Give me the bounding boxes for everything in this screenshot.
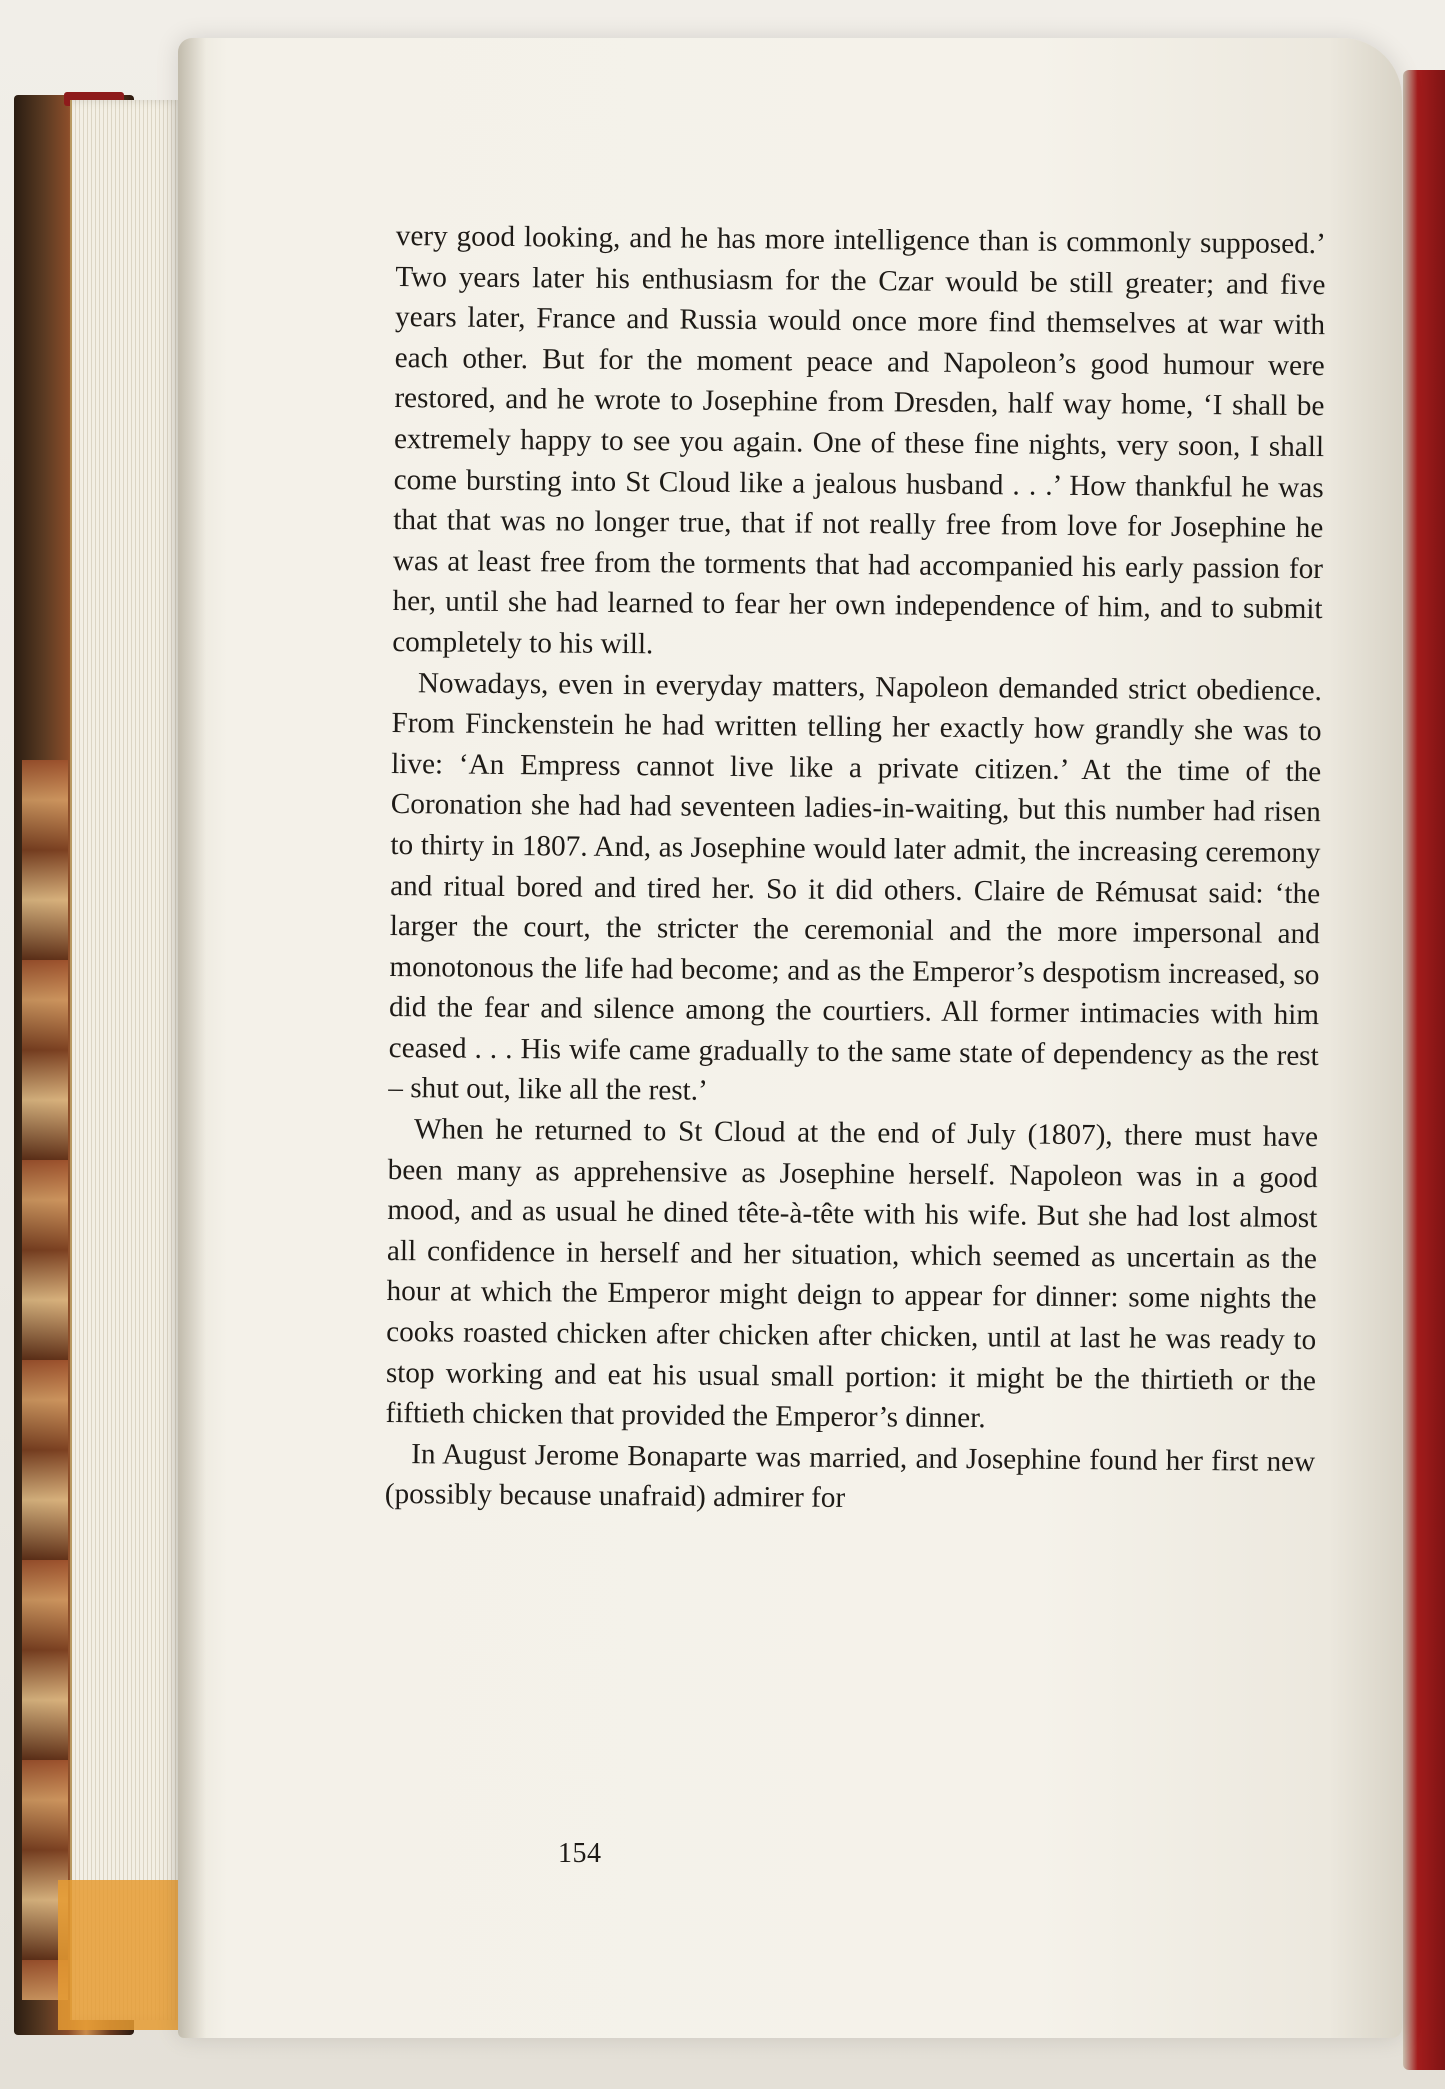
paragraph: In August Jerome Bonaparte was married, and Josephine found her first new (possibly because unafraid) admirer for [384,1437,1316,1515]
page-number: 154 [558,1838,602,1869]
cover-corner [58,1880,178,2030]
book-cover-right [1403,70,1445,2070]
gutter-shadow [178,38,206,2038]
body-text [385,216,1326,1523]
page-block-edges [70,100,182,2020]
paragraph: When he returned to St Cloud at the end of July (1807), there must have been many as apprehensive as Josephine herself. Napoleon was in a good mood, and as usual he dined tête-à-tête with his wife. But she had lost almost all confidence in herself and her situation, which seemed as uncertain as the hour at which the Emperor might deign to appear for dinner: some nights the cooks roasted chicken after chicken after chicken, until at last he was ready to stop working and eat his usual small portion: it might be the thirtieth or the fiftieth chicken that provided the Emperor’s dinner. [385,1113,1319,1435]
paragraph: very good looking, and he has more intelligence than is commonly supposed.’ Two years later his enthusiasm for the Czar would be still greater; and five years later, France and Russia would once more find themselves at war with each other. But for the moment peace and Napoleon’s good humour were restored, and he wrote to Josephine from Dresden, half way home, ‘I shall be extremely happy to see you again. One of these fine nights, very soon, I shall come bursting into St Cloud like a jealous husband . . .’ How thankful he was that that was no longer true, that if not really free from love for Josephine he was at least free from the torments that had accompanied his early passion for her, until she had learned to fear her own independence of him, and to submit completely to his will. [392,219,1326,661]
cover-illustration [22,760,68,2000]
book-page [178,38,1402,2038]
paragraph: Nowadays, even in everyday matters, Napoleon demanded strict obedience. From Finckenstein he had written telling her exactly how grandly she was to live: ‘An Empress cannot live like a private citizen.’ At the time of the Coronation she had had seventeen ladies-in-waiting, but this number had risen to thirty in 1807. And, as Josephine would later admit, the increasing ceremony and ritual bored and tired her. So it did others. Claire de Rémusat said: ‘the larger the court, the stricter the ceremonial and the more impersonal and monotonous the life had become; and as the Emperor’s despotism increased, so did the fear and silence among the courtiers. All former intimacies with him ceased . . . His wife came gradually to the same state of dependency as the rest – shut out, like all the rest.’ [388,666,1323,1108]
